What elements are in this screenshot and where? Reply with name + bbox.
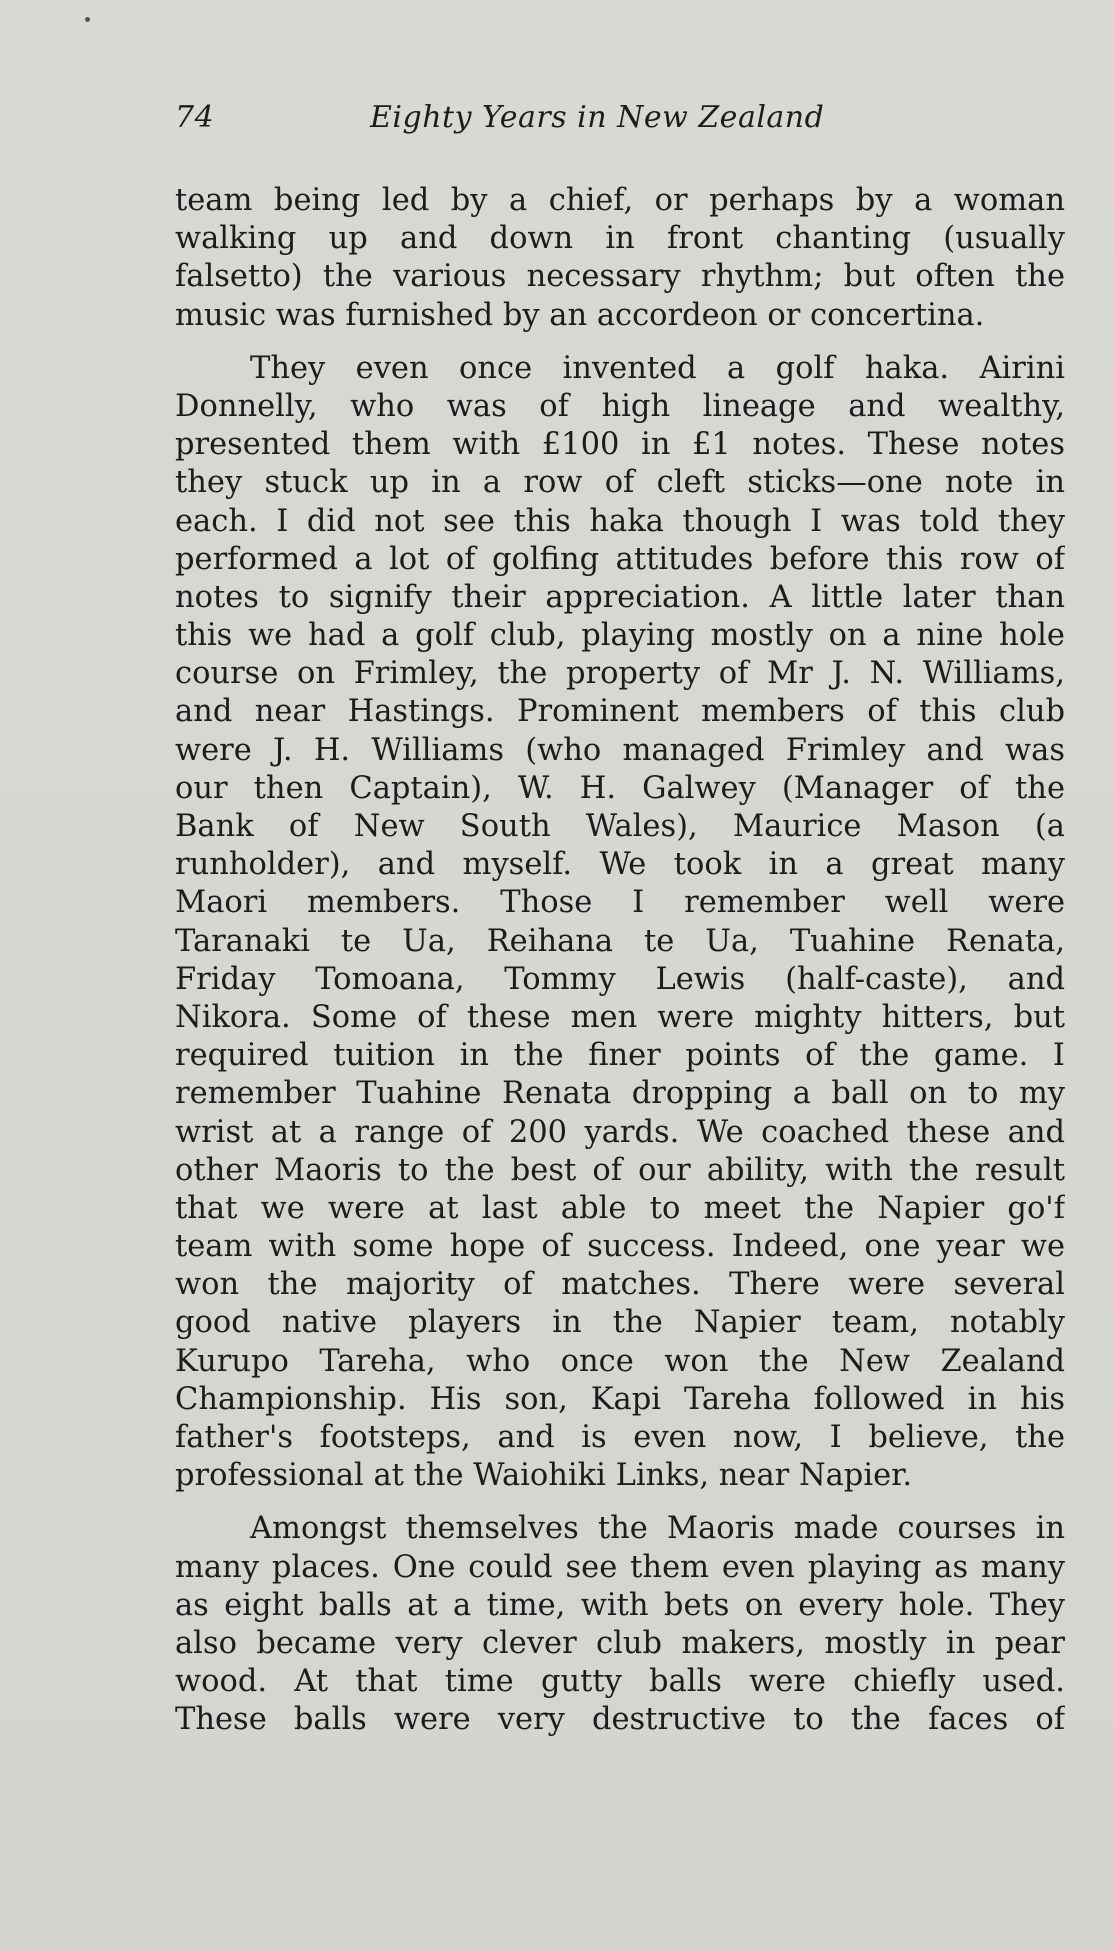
- text-line: wood. At that time gutty balls were chiefly used.: [175, 1664, 1065, 1700]
- page-header: [175, 100, 1075, 150]
- text-line: required tuition in the finer points of the game. I: [175, 1038, 1065, 1074]
- body-text: [175, 182, 1065, 1740]
- page-number: 74: [175, 100, 215, 135]
- text-line: Donnelly, who was of high lineage and wealthy,: [175, 388, 1065, 424]
- text-line: that we were at last able to meet the Napier go'f: [175, 1190, 1065, 1226]
- text-line: father's footsteps, and is even now, I believe, the: [175, 1420, 1065, 1455]
- text-line: remember Tuahine Renata dropping a ball on to my: [175, 1076, 1065, 1112]
- text-line: Taranaki te Ua, Reihana te Ua, Tuahine Renata,: [175, 923, 1065, 959]
- text-line: they stuck up in a row of cleft sticks—one note in: [175, 465, 1065, 501]
- text-line: other Maoris to the best of our ability, with the result: [175, 1152, 1065, 1188]
- text-line: many places. One could see them even playing as many: [175, 1549, 1065, 1585]
- running-title: Eighty Years in New Zealand: [370, 100, 825, 135]
- text-line: performed a lot of golfing attitudes before this row of: [175, 541, 1065, 577]
- paragraph: [175, 1510, 1065, 1739]
- text-line: our then Captain), W. H. Galwey (Manager of the: [175, 770, 1065, 806]
- paragraph: [175, 350, 1065, 1496]
- text-line: and near Hastings. Prominent members of this club: [175, 694, 1065, 730]
- text-line: runholder), and myself. We took in a great many: [175, 847, 1065, 883]
- text-line: falsetto) the various necessary rhythm; but often the: [175, 259, 1065, 295]
- text-line: Bank of New South Wales), Maurice Mason (a: [175, 809, 1065, 844]
- ink-speck: [85, 17, 90, 22]
- text-line: won the majority of matches. There were several: [175, 1267, 1065, 1303]
- text-line: Kurupo Tareha, who once won the New Zealand: [175, 1343, 1065, 1379]
- text-line: this we had a golf club, playing mostly on a nine hole: [175, 618, 1065, 654]
- text-line: as eight balls at a time, with bets on every hole. They: [175, 1587, 1065, 1623]
- text-line: presented them with £100 in £1 notes. These notes: [175, 427, 1065, 463]
- text-line: Amongst themselves the Maoris made courses in: [250, 1511, 1065, 1547]
- text-line: each. I did not see this haka though I was told they: [175, 503, 1065, 539]
- text-line: music was furnished by an accordeon or concertina.: [175, 297, 985, 333]
- text-line: Maori members. Those I remember well were: [175, 885, 1065, 921]
- text-line: team being led by a chief, or perhaps by a woman: [175, 183, 1065, 218]
- text-line: They even once invented a golf haka. Airini: [250, 350, 1065, 386]
- text-line: These balls were very destructive to the faces of: [175, 1702, 1065, 1738]
- text-line: wrist at a range of 200 yards. We coached these and: [175, 1114, 1065, 1150]
- text-line: team with some hope of success. Indeed, one year we: [175, 1229, 1065, 1265]
- text-line: also became very clever club makers, mostly in pear: [175, 1625, 1065, 1661]
- text-line: good native players in the Napier team, notably: [175, 1305, 1065, 1341]
- text-line: course on Frimley, the property of Mr J. N. Williams,: [175, 656, 1065, 692]
- text-line: Friday Tomoana, Tommy Lewis (half-caste), and: [175, 961, 1065, 997]
- text-line: were J. H. Williams (who managed Frimley and was: [175, 732, 1065, 768]
- text-line: professional at the Waiohiki Links, near Napier.: [175, 1458, 913, 1494]
- paragraph: [175, 182, 1065, 335]
- text-line: walking up and down in front chanting (usually: [175, 221, 1065, 257]
- text-line: Championship. His son, Kapi Tareha followed in his: [175, 1381, 1065, 1417]
- text-line: Nikora. Some of these men were mighty hitters, but: [175, 999, 1065, 1035]
- text-line: notes to signify their appreciation. A little later than: [175, 579, 1065, 615]
